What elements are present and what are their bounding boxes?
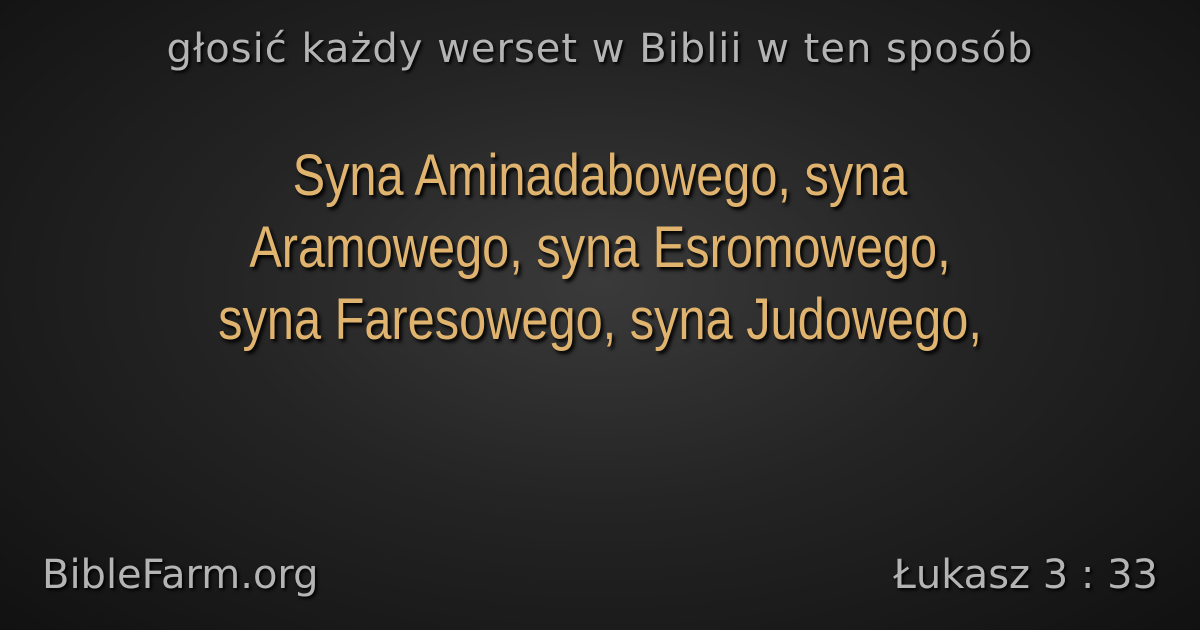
verse-line: Syna Aminadabowego, syna — [292, 143, 908, 208]
site-name: BibleFarm.org — [42, 552, 319, 598]
verse-line: Aramowego, syna Esromowego, — [249, 215, 951, 280]
verse-text — [130, 140, 1071, 356]
verse-line: syna Faresowego, syna Judowego, — [218, 287, 982, 352]
verse-reference: Łukasz 3 : 33 — [893, 552, 1158, 598]
tagline: głosić każdy werset w Biblii w ten sposób — [166, 26, 1034, 72]
